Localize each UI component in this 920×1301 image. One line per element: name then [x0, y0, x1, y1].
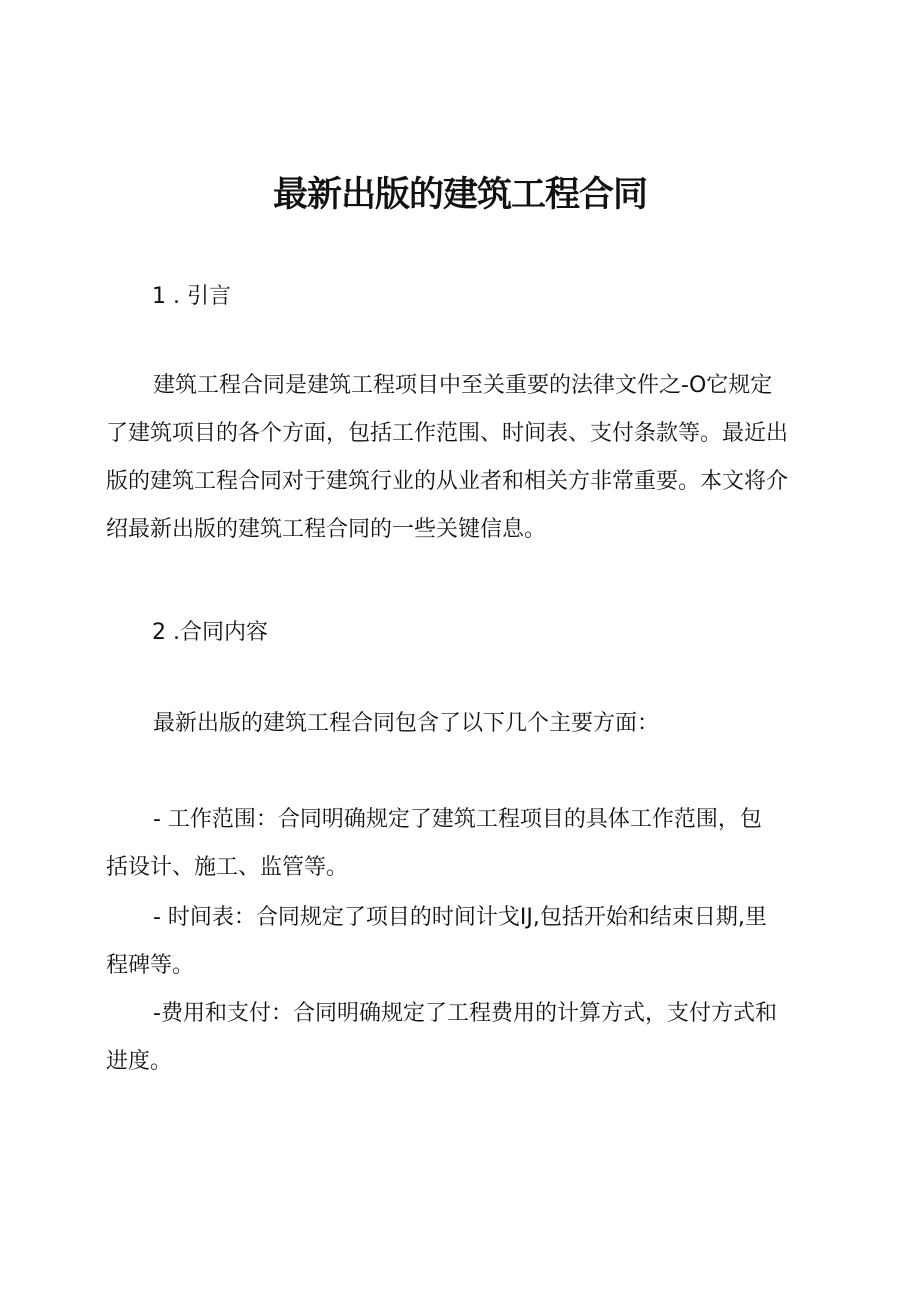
document-title: 最新出版的建筑工程合同: [272, 175, 647, 215]
paragraph-line: - 工作范围：合同明确规定了建筑工程项目的具体工作范围，包: [153, 807, 762, 832]
paragraph-line: 最新出版的建筑工程合同包含了以下几个主要方面：: [153, 711, 660, 736]
paragraph-line: 括设计、施工、监管等。: [106, 855, 349, 880]
list-item-schedule: [106, 894, 826, 990]
paragraph-line: 建筑工程合同是建筑工程项目中至关重要的法律文件之-O它规定: [153, 373, 773, 398]
section-heading-contract-content: 2 .合同内容: [152, 620, 268, 645]
paragraph-line: 进度。: [106, 1049, 173, 1074]
paragraph-line: 程碑等。: [106, 953, 195, 978]
list-item-work-scope: [106, 796, 826, 892]
paragraph-introduction: [106, 362, 826, 554]
section-heading-introduction: 1 . 引言: [152, 284, 231, 309]
paragraph-contract-summary: [106, 700, 826, 748]
paragraph-line: - 时间表：合同规定了项目的时间计戈IJ,包括开始和结束日期,里: [153, 905, 767, 930]
paragraph-line: -费用和支付：合同明确规定了工程费用的计算方式，支付方式和: [153, 1001, 777, 1026]
paragraph-line: 版的建筑工程合同对于建筑行业的从业者和相关方非常重要。本文将介: [106, 469, 789, 494]
paragraph-line: 绍最新出版的建筑工程合同的一些关键信息。: [106, 517, 547, 542]
list-item-fees-payment: [106, 990, 826, 1086]
paragraph-line: 了建筑项目的各个方面，包括工作范围、时间表、支付条款等。最近出: [106, 421, 789, 446]
